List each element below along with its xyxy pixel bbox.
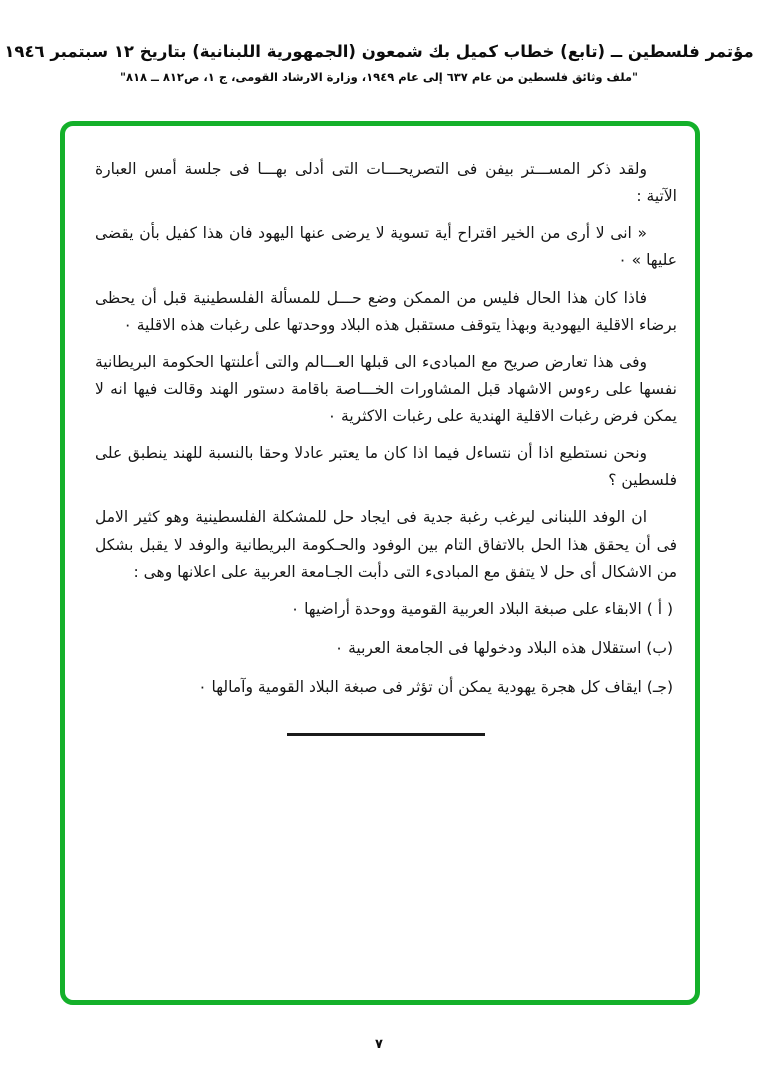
paragraph-quote: « انى لا أرى من الخير اقتراح أية تسوية لا يرضى عنها اليهود فان هذا كفيل بأن يقضى عليها » ٠ [95, 224, 677, 270]
section-divider [287, 733, 485, 736]
document-source-citation: "ملف وثائق فلسطين من عام ٦٣٧ إلى عام ١٩٤٩، وزارة الارشاد القومى، ج ١، ص٨١٢ ــ ٨١٨" [119, 70, 639, 85]
list-item-a: ( أ ) الابقاء على صبغة البلاد العربية القومية ووحدة أراضيها ٠ [290, 599, 673, 618]
paragraph-statement-intro: ولقد ذكر المســـتر بيفن فى التصريحـــات التى أدلى بهـــا فى جلسة أمس العبارة الآتية : [95, 160, 677, 206]
page-number: ٧ [375, 1037, 383, 1052]
principles-list [95, 596, 677, 701]
list-item-c: (جـ) ايقاف كل هجرة يهودية يمكن أن تؤثر فى صبغة البلاد القومية وآمالها ٠ [198, 678, 673, 696]
paragraph-contradiction: وفى هذا تعارض صريح مع المبادىء الى قبلها العـــالم والتى أعلنتها الحكومة البريطانية نفسها على رءوس الاشهاد قبل المشاورات الخـــاصة باقامة دستور الهند وقالت فيها انه لا يمكن فرض رغبات الاقلية الهندية على رغبات الاكثرية ٠ [95, 352, 677, 425]
paragraph-question: ونحن نستطيع اذا أن نتساءل فيما اذا كان ما يعتبر عادلا وحقا بالنسبة للهند ينطبق على فلسطين ؟ [95, 444, 677, 490]
green-highlight-frame [60, 121, 700, 1005]
paragraph-condition: فاذا كان هذا الحال فليس من الممكن وضع حـــل للمسألة الفلسطينية قبل أن يحظى برضاء الاقلية اليهودية وبهذا يتوقف مستقبل هذه البلاد ووحدتها على رغبات هذه الاقلية ٠ [95, 288, 677, 334]
paragraph-delegation: ان الوفد اللبنانى ليرغب رغبة جدية فى ايجاد حل للمشكلة الفلسطينية وهو كثير الامل فى أن يحقق هذا الحل بالاتفاق التام بين الوفود والحـكومة البريطانية والوفد لا يقبل بشكل من الاشكال أى حل لا يتفق مع المبادىء التى دأبت الجـامعة العربية على اعلانها وهى : [95, 508, 677, 581]
document-title: مؤتمر فلسطين ــ (تابع) خطاب كميل بك شمعون (الجمهورية اللبنانية) بتاريخ ١٢ سبتمبر ١٩٤٦ [4, 42, 754, 61]
document-header [0, 40, 758, 84]
document-body [65, 126, 695, 736]
list-item-b: (ب) استقلال هذه البلاد ودخولها فى الجامعة العربية ٠ [334, 638, 673, 657]
